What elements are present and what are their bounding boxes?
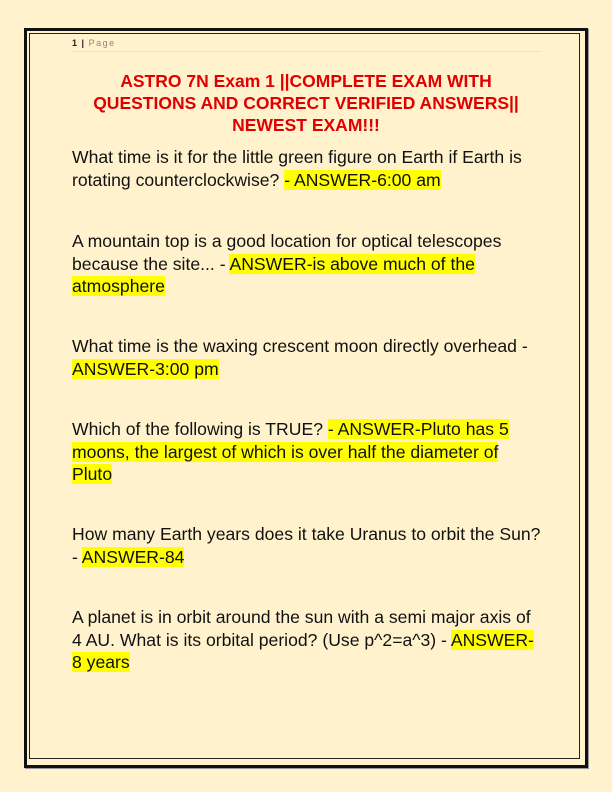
qa-item <box>72 523 542 568</box>
document-title: ASTRO 7N Exam 1 ||COMPLETE EXAM WITH QUESTIONS AND CORRECT VERIFIED ANSWERS|| NEWEST EXAM!!! <box>93 71 519 135</box>
question: A planet is in orbit around the sun with a semi major axis of 4 AU. What is its orbital period? (Use p^2=a^3) <box>72 607 531 650</box>
answer: ANSWER-84 <box>81 546 185 567</box>
page-number: 1 <box>72 38 78 48</box>
answer: - ANSWER-Pluto has 5 moons, the largest of which is over half the diameter of Pluto <box>72 419 509 484</box>
answer: ANSWER-8 years <box>72 629 534 672</box>
answer: ANSWER-is above much of the atmosphere <box>72 253 475 296</box>
qa-item <box>72 146 542 191</box>
question: Which of the following is TRUE? <box>72 419 328 439</box>
qa-item <box>72 230 542 298</box>
answer-prefix: - <box>441 629 451 650</box>
answer-prefix: - <box>72 546 82 567</box>
qa-item <box>72 606 542 674</box>
question: What time is the waxing crescent moon directly overhead <box>72 336 522 356</box>
answer: - ANSWER-6:00 am <box>284 169 441 190</box>
header-separator: | <box>81 38 85 48</box>
answer-prefix: - <box>521 336 528 356</box>
qa-item <box>72 335 542 380</box>
question: What time is it for the little green figure on Earth if Earth is rotating counterclockwise? <box>72 147 522 190</box>
answer-prefix: - <box>219 253 230 274</box>
answer: ANSWER-3:00 pm <box>72 358 219 379</box>
question: How many Earth years does it take Uranus to orbit the Sun? <box>72 524 541 544</box>
question: A mountain top is a good location for optical telescopes because the site... <box>72 231 502 274</box>
page-label: Page <box>88 38 116 48</box>
qa-item <box>72 418 542 486</box>
page-header <box>72 38 540 52</box>
